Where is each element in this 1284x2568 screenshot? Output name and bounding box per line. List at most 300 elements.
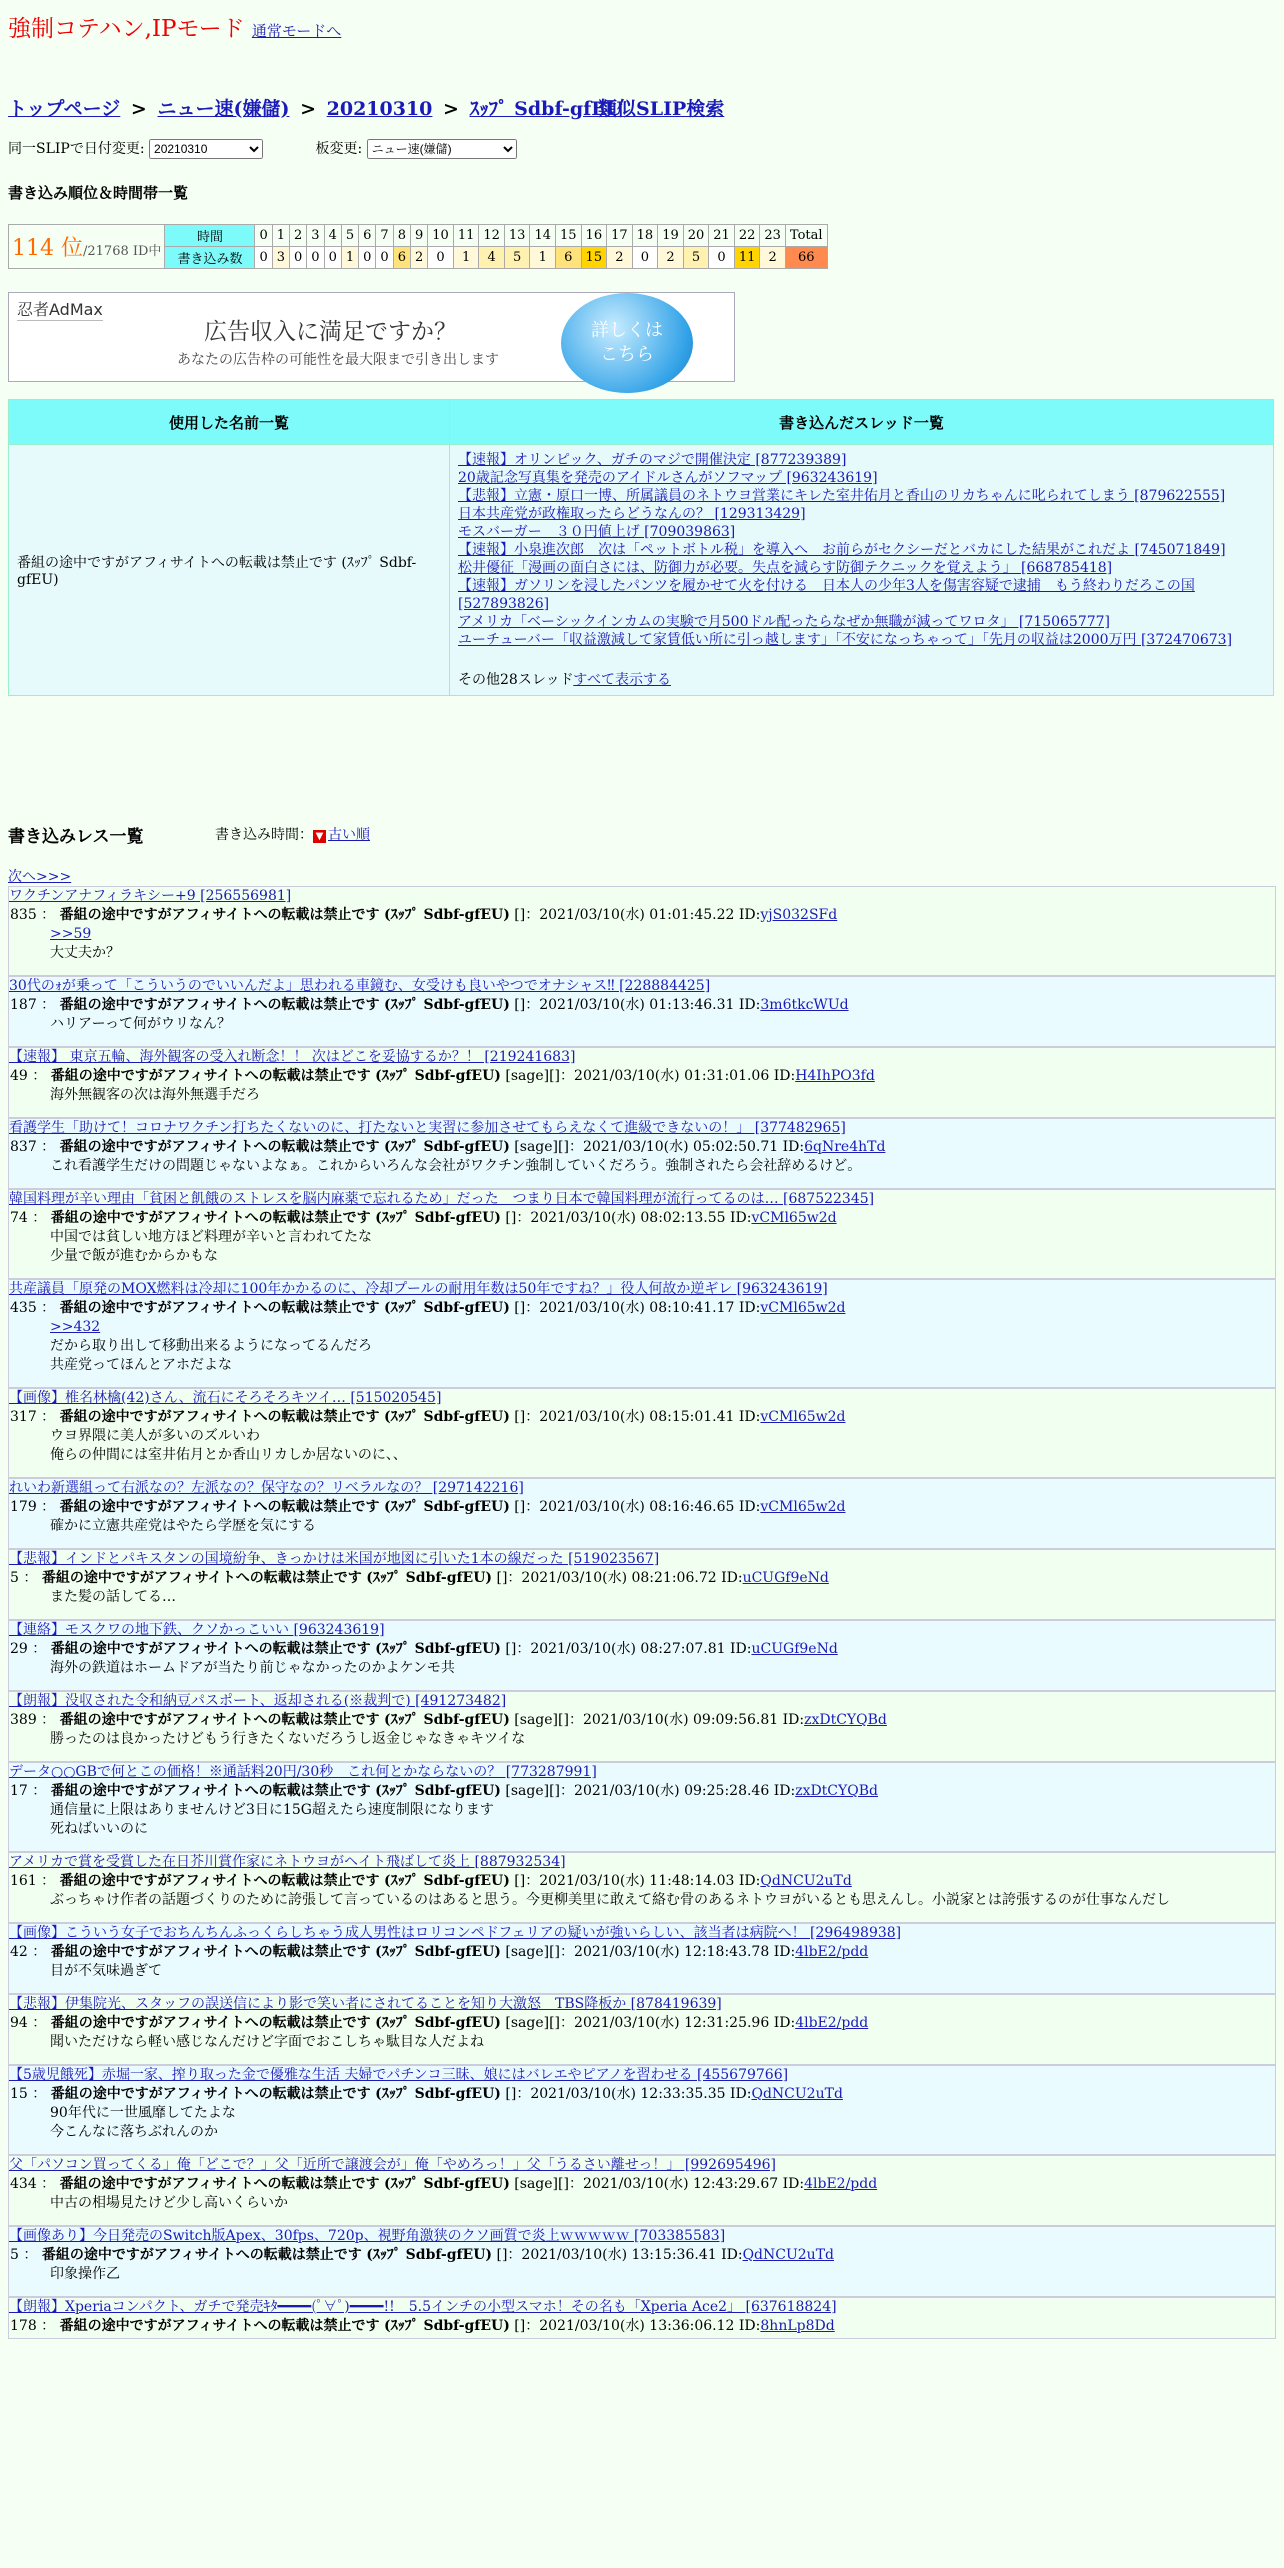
breadcrumb-sep: >: [443, 98, 459, 120]
post-body: [9, 1228, 1275, 1266]
hour-cell: 2: [290, 225, 307, 247]
post-line: 目が不気味過ぎて: [50, 1963, 162, 1979]
post-date: 2021/03/10(水) 05:02:50.71: [582, 1139, 779, 1155]
post-name: 番組の途中ですがアフィサイトへの転載は禁止です: [59, 907, 380, 923]
date-change-label: 同一SLIPで日付変更:: [8, 141, 145, 157]
board-select[interactable]: [367, 139, 517, 159]
post-meta: 29 ： 番組の途中ですがアフィサイトへの転載は禁止です (ｽｯﾌﾟ Sdbf-gfEU) []：2021/03/10(水) 08:27:07.81 ID:uCUGf9eNd: [10, 1641, 838, 1657]
post-slip: (ｽｯﾌﾟ Sdbf-gfEU): [384, 1712, 510, 1728]
page-title: 強制コテハン,IPモード: [8, 16, 245, 42]
post-name: 番組の途中ですがアフィサイトへの転載は禁止です: [59, 1873, 380, 1889]
threads-header: 書き込んだスレッド一覧: [450, 400, 1274, 445]
date-select[interactable]: [149, 139, 263, 159]
thread-link[interactable]: 松井優征「漫画の面白さには、防御力が必要。失点を減らす防御テクニックを覚えよう」 [668785418]: [458, 560, 1113, 576]
post-sep: ：: [27, 1641, 47, 1657]
post-id-prefix: ID:: [738, 997, 761, 1013]
count-cell: 0: [709, 247, 735, 269]
breadcrumb-sep: >: [130, 98, 147, 120]
count-cell: 0: [632, 247, 658, 269]
post-item: [8, 1279, 1276, 1388]
post-line: 聞いただけなら軽い感じなんだけど字面でおこしちゃ駄目な人だよね: [50, 2034, 484, 2050]
post-brackets: []: [496, 2247, 508, 2263]
post-meta: 317 ： 番組の途中ですがアフィサイトへの転載は禁止です (ｽｯﾌﾟ Sdbf-gfEU) []：2021/03/10(水) 08:15:01.41 ID:vCMl65w2d: [10, 1409, 846, 1425]
count-label: 書き込み数: [165, 247, 255, 269]
count-cell: 6: [556, 247, 582, 269]
hour-cell: 9: [410, 225, 427, 247]
post-name: 番組の途中ですがアフィサイトへの転載は禁止です: [59, 997, 380, 1013]
post-brackets: []: [558, 2176, 569, 2192]
count-cell: 3: [272, 247, 289, 269]
post-thread-link[interactable]: 【速報】 東京五輪、海外観客の受入れ断念！！ 次はどこを妥協するか？！ [219241683]: [9, 1049, 576, 1065]
post-name: 番組の途中ですがアフィサイトへの転載は禁止です: [41, 1570, 362, 1586]
post-number: 317: [10, 1409, 37, 1425]
next-page-link[interactable]: 次へ>>>: [8, 869, 72, 885]
post-name: 番組の途中ですがアフィサイトへの転載は禁止です: [50, 2086, 371, 2102]
post-meta: 837 ： 番組の途中ですがアフィサイトへの転載は禁止です (ｽｯﾌﾟ Sdbf-gfEU) [sage][]：2021/03/10(水) 05:02:50.71 ID:6qNre4hTd: [10, 1139, 886, 1155]
count-cell: 5: [504, 247, 530, 269]
sort-arrow-icon[interactable]: ▼: [313, 830, 326, 843]
post-brackets: []: [496, 1570, 508, 1586]
post-item: [8, 2226, 1276, 2297]
post-body: [9, 1588, 1275, 1607]
ad-details-button[interactable]: 詳しくは こちら: [561, 293, 693, 393]
post-thread-link[interactable]: 看護学生「助けて！コロナワクチン打ちたくないのに、打たないと実習に参加させてもらえなくて進級できないの！」 [377482965]: [9, 1120, 846, 1136]
more-threads: [458, 669, 1265, 689]
post-sep: ：: [36, 1300, 56, 1316]
breadcrumb-slip[interactable]: ｽｯﾌﾟ Sdbf-gfEU: [469, 98, 623, 120]
count-cell: 2: [760, 247, 786, 269]
post-id-link[interactable]: zxDtCYQBd: [804, 1712, 887, 1728]
post-number: 15: [10, 2086, 28, 2102]
ad-banner[interactable]: [8, 292, 735, 382]
post-body: [9, 1962, 1275, 1981]
post-thread-link[interactable]: 30代のｫが乗って「こういうのでいいんだよ」思われる車鏡む、女受けも良いやつでオナシャス‼ [228884425]: [9, 978, 711, 994]
thread-link[interactable]: ユーチューバー「収益激減して家賃低い所に引っ越します」「不安になっちゃって」「先月の収益は2000万円 [372470673]: [458, 632, 1233, 648]
thread-link[interactable]: 日本共産党が政権取ったらどうなんの？ [129313429]: [458, 506, 806, 522]
post-id-link[interactable]: 4lbE2/pdd: [804, 2176, 878, 2192]
post-body: [9, 1015, 1275, 1034]
post-line: だから取り出して移動出来るようになってるんだろ: [50, 1338, 372, 1354]
hour-cell: 15: [556, 225, 582, 247]
post-item: [8, 1620, 1276, 1691]
count-cell: 1: [341, 247, 358, 269]
post-brackets: []: [514, 1873, 526, 1889]
post-body: [9, 1427, 1275, 1465]
post-body: [9, 1517, 1275, 1536]
post-meta: 5 ： 番組の途中ですがアフィサイトへの転載は禁止です (ｽｯﾌﾟ Sdbf-gfEU) []：2021/03/10(水) 13:15:36.41 ID:QdNCU2uTd: [10, 2247, 835, 2263]
hour-cell: 11: [453, 225, 479, 247]
post-name: 番組の途中ですがアフィサイトへの転載は禁止です: [59, 2318, 380, 2334]
post-thread-link[interactable]: データ○○GBで何とこの価格！※通話料20円/30秒 これ何とかならないの？ [773287991]: [9, 1764, 597, 1780]
post-line: 中国では貧しい地方ほど料理が辛いと言われてたな: [50, 1229, 372, 1245]
post-name: 番組の途中ですがアフィサイトへの転載は禁止です: [50, 1210, 371, 1226]
post-slip: (ｽｯﾌﾟ Sdbf-gfEU): [384, 1409, 510, 1425]
post-item: [8, 1478, 1276, 1549]
post-date: 2021/03/10(水) 11:48:14.03: [539, 1873, 735, 1889]
hour-cell: 4: [324, 225, 341, 247]
post-number: 74: [10, 1210, 28, 1226]
posts-heading: 書き込みレス一覧: [8, 827, 144, 847]
count-cell: 2: [410, 247, 427, 269]
post-id-link[interactable]: 8hnLp8Dd: [760, 2318, 835, 2334]
post-date: 2021/03/10(水) 08:16:46.65: [539, 1499, 735, 1515]
hour-cell: 10: [428, 225, 454, 247]
thread-link[interactable]: モスバーガー ３０円値上げ [709039863]: [458, 524, 736, 540]
post-line: ウヨ界隈に美人が多いのズルいわ: [50, 1428, 260, 1444]
names-header: 使用した名前一覧: [9, 400, 450, 445]
post-date: 2021/03/10(水) 12:43:29.67: [582, 2176, 779, 2192]
count-cell: 1: [453, 247, 479, 269]
post-item: [8, 1852, 1276, 1923]
post-number: 94: [10, 2015, 28, 2031]
hour-cell: 22: [734, 225, 760, 247]
more-threads-text: その他28スレッド: [458, 672, 574, 688]
post-thread-link[interactable]: 共産議員「原発のMOX燃料は冷却に100年かかるのに、冷却プールの耐用年数は50年ですね？」役人何故か逆ギレ [963243619]: [9, 1281, 828, 1297]
post-meta: 179 ： 番組の途中ですがアフィサイトへの転載は禁止です (ｽｯﾌﾟ Sdbf-gfEU) []：2021/03/10(水) 08:16:46.65 ID:vCMl65w2d: [10, 1499, 846, 1515]
post-item: [8, 1118, 1276, 1189]
post-sep: ：: [27, 1068, 47, 1084]
post-date: 2021/03/10(水) 09:09:56.81: [582, 1712, 779, 1728]
post-id-prefix: ID:: [738, 2318, 761, 2334]
post-date: 2021/03/10(水) 12:31:25.96: [574, 2015, 770, 2031]
hour-cell: 1: [272, 225, 289, 247]
count-cell: 5: [683, 247, 709, 269]
post-id-link[interactable]: 4lbE2/pdd: [795, 2015, 869, 2031]
post-line: 海外の鉄道はホームドアが当たり前じゃなかったのかよケンモ共: [50, 1660, 455, 1676]
post-name: 番組の途中ですがアフィサイトへの転載は禁止です: [50, 1944, 371, 1960]
post-sep: ：: [36, 1139, 56, 1155]
post-anchor-link[interactable]: >>59: [50, 926, 92, 942]
post-brackets: []: [505, 1210, 517, 1226]
post-id-link[interactable]: 3m6tkcWUd: [760, 997, 849, 1013]
post-number: 187: [10, 997, 37, 1013]
count-cell: 11: [734, 247, 760, 269]
post-line: また髪の話してる…: [50, 1589, 176, 1605]
post-slip: (ｽｯﾌﾟ Sdbf-gfEU): [375, 1210, 501, 1226]
hour-cell: 20: [683, 225, 709, 247]
post-anchor-link[interactable]: >>432: [50, 1319, 101, 1335]
post-date: 2021/03/10(水) 01:01:45.22: [539, 907, 735, 923]
post-sep: ：: [36, 2176, 56, 2192]
post-sep: ：: [27, 1210, 47, 1226]
rank-heading: 書き込み順位＆時間帯一覧: [8, 184, 189, 202]
post-brackets: []: [549, 2015, 561, 2031]
post-id-link[interactable]: yjS032SFd: [760, 907, 838, 923]
hour-cell: 21: [709, 225, 735, 247]
post-sage: [sage]: [514, 2176, 558, 2192]
post-id-link[interactable]: zxDtCYQBd: [795, 1783, 878, 1799]
post-number: 178: [10, 2318, 37, 2334]
post-item: [8, 1189, 1276, 1279]
post-id-prefix: ID:: [773, 1068, 796, 1084]
post-id-prefix: ID:: [782, 2176, 805, 2192]
post-sep: ：: [27, 2086, 47, 2102]
thread-link[interactable]: アメリカ「ベーシックインカムの実験で月500ドル配ったらなぜか無職が減ってワロタ」 [715065777]: [458, 614, 1111, 630]
select-row: [8, 138, 565, 159]
post-sage: [sage]: [505, 1944, 550, 1960]
post-number: 42: [10, 1944, 28, 1960]
post-thread-link[interactable]: 【画像あり】今日発売のSwitch版Apex、30fps、720p、視野角激狭のクソ画質で炎上ｗｗｗｗｗ [703385583]: [9, 2228, 726, 2244]
post-id-link[interactable]: QdNCU2uTd: [760, 1873, 852, 1889]
post-id-link[interactable]: 4lbE2/pdd: [795, 1944, 869, 1960]
post-name: 番組の途中ですがアフィサイトへの転載は禁止です: [41, 2247, 362, 2263]
thread-list: [458, 451, 1265, 649]
hour-cell: 17: [607, 225, 633, 247]
count-cell: 6: [393, 247, 410, 269]
post-meta: 835 ： 番組の途中ですがアフィサイトへの転載は禁止です (ｽｯﾌﾟ Sdbf-gfEU) []：2021/03/10(水) 01:01:45.22 ID:yjS032SFd: [10, 907, 838, 923]
post-body: [9, 2265, 1275, 2284]
post-sep: ：: [18, 1570, 38, 1586]
ad-headline: 広告収入に満足ですか？: [204, 319, 457, 345]
post-name: 番組の途中ですがアフィサイトへの転載は禁止です: [50, 2015, 371, 2031]
post-thread-link[interactable]: 韓国料理が辛い理由「貧困と飢餓のストレスを脳内麻薬で忘れるため」だった つまり日本で韓国料理が流行ってるのは… [687522345]: [9, 1191, 875, 1207]
post-line: これ看護学生だけの問題じゃないよなぁ。これからいろんな会社がワクチン強制していくだろう。強制されたら会社辞めるけど。: [50, 1158, 862, 1174]
count-cell: 0: [428, 247, 454, 269]
post-thread-link[interactable]: 【悲報】インドとパキスタンの国境紛争、きっかけは米国が地図に引いた1本の線だった [519023567]: [9, 1551, 660, 1567]
post-thread-link[interactable]: 【連絡】モスクワの地下鉄、クソかっこいい [963243619]: [9, 1622, 385, 1638]
post-body: [9, 2104, 1275, 2142]
similar-slip-search-link[interactable]: 類似SLIP検索: [598, 98, 725, 120]
post-id-link[interactable]: 6qNre4hTd: [804, 1139, 886, 1155]
post-line: 海外無観客の次は海外無選手だろ: [50, 1087, 260, 1103]
post-date: 2021/03/10(水) 12:33:35.35: [530, 2086, 726, 2102]
post-brackets: []: [558, 1712, 569, 1728]
breadcrumb-board[interactable]: ニュー速(嫌儲): [157, 98, 290, 120]
rank-table-wrap: [8, 224, 828, 269]
post-thread-link[interactable]: 【悲報】伊集院光、スタッフの誤送信により影で笑い者にされてることを知り大激怒 TBS降板か [878419639]: [9, 1996, 722, 2012]
post-line: 俺らの仲間には室井佑月とか香山リカしか居ないのに、、: [50, 1447, 407, 1463]
post-thread-link[interactable]: 【朗報】Xperiaコンパクト、ガチで発売ｷﾀ━━━━(ﾟ∀ﾟ)━━━━!! 5.5インチの小型スマホ！その名も「Xperia Ace2」 [637618824]: [9, 2299, 837, 2315]
hour-cell: 0: [255, 225, 272, 247]
thread-link[interactable]: 20歳記念写真集を発売のアイドルさんがソフマップ [963243619]: [458, 470, 878, 486]
post-meta: 42 ： 番組の途中ですがアフィサイトへの転載は禁止です (ｽｯﾌﾟ Sdbf-gfEU) [sage][]：2021/03/10(水) 12:18:43.78 ID:4lbE2/pdd: [10, 1944, 869, 1960]
post-sage: [sage]: [505, 2015, 550, 2031]
post-brackets: []: [514, 1499, 526, 1515]
post-sep: ：: [36, 1712, 56, 1728]
normal-mode-link[interactable]: 通常モードへ: [251, 22, 342, 40]
post-line: ぶっちゃけ作者の話題づくりのために誇張して言っているのはあると思う。今更柳美里に敢えて絡む骨のあるネトウヨがいるとも思えんし。小説家とは誇張するのが仕事なんだし: [50, 1892, 1170, 1908]
post-number: 5: [10, 2247, 19, 2263]
post-item: [8, 1047, 1276, 1118]
post-id-prefix: ID:: [738, 1409, 761, 1425]
post-name: 番組の途中ですがアフィサイトへの転載は禁止です: [50, 1783, 371, 1799]
breadcrumb-top[interactable]: トップページ: [8, 98, 121, 120]
count-cell: 2: [607, 247, 633, 269]
post-id-prefix: ID:: [738, 1873, 761, 1889]
post-id-link[interactable]: vCMl65w2d: [760, 1409, 846, 1425]
post-date: 2021/03/10(水) 12:18:43.78: [574, 1944, 770, 1960]
post-body: [9, 1659, 1275, 1678]
post-slip: (ｽｯﾌﾟ Sdbf-gfEU): [375, 2015, 501, 2031]
post-brackets: []: [514, 2318, 526, 2334]
post-number: 435: [10, 1300, 37, 1316]
post-thread-link[interactable]: 【画像】椎名林檎(42)さん、流石にそろそろキツイ… [515020545]: [9, 1390, 442, 1406]
post-body: [9, 1891, 1275, 1910]
post-meta: 94 ： 番組の途中ですがアフィサイトへの転載は禁止です (ｽｯﾌﾟ Sdbf-gfEU) [sage][]：2021/03/10(水) 12:31:25.96 ID:4lbE2/pdd: [10, 2015, 869, 2031]
count-cell: 2: [658, 247, 684, 269]
post-date: 2021/03/10(水) 08:21:06.72: [521, 1570, 717, 1586]
post-line: 中古の相場見たけど少し高いくらいか: [50, 2195, 288, 2211]
post-thread-link[interactable]: 【画像】こういう女子でおちんちんふっくらしちゃう成人男性はロリコンペドフェリアの疑いが強いらしい、該当者は病院へ！ [296498938]: [9, 1925, 902, 1941]
post-brackets: []: [514, 1300, 526, 1316]
post-date: 2021/03/10(水) 09:25:28.46: [574, 1783, 770, 1799]
post-meta: 434 ： 番組の途中ですがアフィサイトへの転載は禁止です (ｽｯﾌﾟ Sdbf-gfEU) [sage][]：2021/03/10(水) 12:43:29.67 ID:4lbE2/pdd: [10, 2176, 878, 2192]
post-sage: [sage]: [505, 1068, 550, 1084]
post-slip: (ｽｯﾌﾟ Sdbf-gfEU): [384, 1499, 510, 1515]
post-slip: (ｽｯﾌﾟ Sdbf-gfEU): [375, 1641, 501, 1657]
post-item: [8, 2155, 1276, 2226]
breadcrumb-date[interactable]: 20210310: [326, 98, 433, 120]
count-cell: 15: [581, 247, 607, 269]
post-id-prefix: ID:: [738, 1499, 761, 1515]
total-label: Total: [785, 225, 827, 247]
post-brackets: []: [549, 1944, 561, 1960]
post-sep: ：: [36, 2318, 56, 2334]
post-item: [8, 1923, 1276, 1994]
post-meta: 17 ： 番組の途中ですがアフィサイトへの転載は禁止です (ｽｯﾌﾟ Sdbf-gfEU) [sage][]：2021/03/10(水) 09:25:28.46 ID:zxDtCYQBd: [10, 1783, 878, 1799]
post-sage: [sage]: [514, 1139, 558, 1155]
post-id-link[interactable]: vCMl65w2d: [760, 1499, 846, 1515]
post-meta: 187 ： 番組の途中ですがアフィサイトへの転載は禁止です (ｽｯﾌﾟ Sdbf-gfEU) []：2021/03/10(水) 01:13:46.31 ID:3m6tkcWUd: [10, 997, 849, 1013]
thread-link[interactable]: 【速報】ガソリンを浸したパンツを履かせて火を付ける 日本人の少年3人を傷害容疑で逮捕 もう終わりだろこの国 [527893826]: [458, 578, 1195, 612]
count-cell: 0: [290, 247, 307, 269]
post-name: 番組の途中ですがアフィサイトへの転載は禁止です: [50, 1068, 371, 1084]
post-body: [9, 2033, 1275, 2052]
post-id-link[interactable]: QdNCU2uTd: [742, 2247, 835, 2263]
post-id-prefix: ID:: [730, 1641, 752, 1657]
post-slip: (ｽｯﾌﾟ Sdbf-gfEU): [375, 1068, 501, 1084]
thread-link[interactable]: 【悲報】立憲・原口一博、所属議員のネトウヨ営業にキレた室井佑月と香山のリカちゃんに叱られてしまう￼ [879622555]: [458, 488, 1226, 504]
post-slip: (ｽｯﾌﾟ Sdbf-gfEU): [384, 907, 510, 923]
post-line: 死ねばいいのに: [50, 1821, 148, 1837]
breadcrumb-sep: >: [300, 98, 316, 120]
sort-order: [215, 824, 370, 844]
post-id-link[interactable]: vCMl65w2d: [760, 1300, 846, 1316]
post-list: [8, 886, 1276, 2339]
post-sep: ：: [27, 2015, 47, 2031]
board-change-label: 板変更:: [315, 141, 363, 157]
hour-cell: 6: [359, 225, 376, 247]
post-thread-link[interactable]: れいわ新選組って右派なの？左派なの？保守なの？リベラルなの？ [297142216]: [9, 1480, 524, 1496]
post-line: ハリアーって何がウリなん？￼: [50, 1016, 232, 1032]
post-brackets: []: [549, 1783, 561, 1799]
post-name: 番組の途中ですがアフィサイトへの転載は禁止です: [59, 1499, 380, 1515]
post-item: [8, 1549, 1276, 1620]
post-meta: 389 ： 番組の途中ですがアフィサイトへの転載は禁止です (ｽｯﾌﾟ Sdbf-gfEU) [sage][]：2021/03/10(水) 09:09:56.81 ID:zxDtCYQBd: [10, 1712, 887, 1728]
post-sep: ：: [36, 1499, 56, 1515]
post-brackets: []: [514, 907, 526, 923]
post-thread-link[interactable]: 【5歳児餓死】赤堀一家、搾り取った金で優雅な生活 夫婦でパチンコ三昧、娘にはバレエやピアノを習わせる [455679766]: [9, 2067, 789, 2083]
post-id-link[interactable]: QdNCU2uTd: [751, 2086, 843, 2102]
post-line: 勝ったのは良かったけどもう行きたくないだろうし返金じゃなきゃキツイな: [50, 1731, 526, 1747]
post-thread-link[interactable]: アメリカで賞を受賞した在日芥川賞作家にネトウヨがヘイト飛ばして炎上 [887932534]: [9, 1854, 566, 1870]
names-threads-table: [8, 399, 1274, 696]
post-number: 837: [10, 1139, 37, 1155]
post-sep: ：: [36, 907, 56, 923]
post-line: 確かに立憲共産党はやたら学歴を気にする: [50, 1518, 316, 1534]
post-slip: (ｽｯﾌﾟ Sdbf-gfEU): [384, 1139, 510, 1155]
post-id-link[interactable]: uCUGf9eNd: [751, 1641, 838, 1657]
post-slip: (ｽｯﾌﾟ Sdbf-gfEU): [366, 2247, 493, 2263]
post-body: [9, 1801, 1275, 1839]
thread-link[interactable]: 【速報】オリンピック、ガチのマジで開催決定 [877239389]: [458, 452, 847, 468]
post-item: [8, 2065, 1276, 2155]
hour-cell: 3: [307, 225, 324, 247]
post-body: [9, 1086, 1275, 1105]
thread-link[interactable]: 【速報】小泉進次郎 次は「ペットボトル税」を導入へ お前らがセクシーだとバカにした結果がこれだよ [745071849]: [458, 542, 1226, 558]
post-number: 17: [10, 1783, 28, 1799]
post-id-prefix: ID:: [782, 1712, 805, 1728]
post-id-link[interactable]: H4IhPO3fd: [795, 1068, 875, 1084]
post-body: [9, 2194, 1275, 2213]
name-cell: 番組の途中ですがアフィサイトへの転載は禁止です (ｽｯﾌﾟ Sdbf-gfEU): [9, 445, 450, 696]
post-sep: ：: [27, 1783, 47, 1799]
post-id-prefix: ID:: [773, 1783, 796, 1799]
post-date: 2021/03/10(水) 08:02:13.55: [530, 1210, 726, 1226]
post-name: 番組の途中ですがアフィサイトへの転載は禁止です: [59, 1300, 380, 1316]
hour-cell: 7: [376, 225, 393, 247]
post-id-link[interactable]: uCUGf9eNd: [742, 1570, 829, 1586]
post-thread-link[interactable]: 【朗報】没収された令和納豆パスポート、返却される(※裁判で) [491273482]: [9, 1693, 507, 1709]
post-name: 番組の途中ですがアフィサイトへの転載は禁止です: [59, 1712, 380, 1728]
post-item: [8, 1388, 1276, 1478]
post-body: [9, 1157, 1275, 1176]
post-brackets: []: [514, 1409, 526, 1425]
post-meta: 5 ： 番組の途中ですがアフィサイトへの転載は禁止です (ｽｯﾌﾟ Sdbf-gfEU) []：2021/03/10(水) 08:21:06.72 ID:uCUGf9eNd: [10, 1570, 829, 1586]
post-number: 389: [10, 1712, 37, 1728]
hour-cell: 16: [581, 225, 607, 247]
post-brackets: []: [505, 2086, 517, 2102]
post-id-link[interactable]: vCMl65w2d: [751, 1210, 837, 1226]
post-item: [8, 1994, 1276, 2065]
sort-label: 書き込み時間：: [215, 827, 313, 843]
sort-oldest-link[interactable]: 古い順: [328, 827, 370, 843]
post-brackets: []: [514, 997, 526, 1013]
post-thread-link[interactable]: 父「パソコン買ってくる」俺「どこで？」父「近所で譲渡会が」俺「やめろっ！」父「うるさい離せっ！」 [992695496]: [9, 2157, 776, 2173]
post-meta: 161 ： 番組の途中ですがアフィサイトへの転載は禁止です (ｽｯﾌﾟ Sdbf-gfEU) []：2021/03/10(水) 11:48:14.03 ID:QdNCU2uTd: [10, 1873, 852, 1889]
post-item: [8, 1691, 1276, 1762]
post-id-prefix: ID:: [738, 907, 761, 923]
count-cell: 1: [530, 247, 556, 269]
post-meta: 178 ： 番組の途中ですがアフィサイトへの転載は禁止です (ｽｯﾌﾟ Sdbf-gfEU) []：2021/03/10(水) 13:36:06.12 ID:8hnLp8Dd: [10, 2318, 835, 2334]
post-meta: 49 ： 番組の途中ですがアフィサイトへの転載は禁止です (ｽｯﾌﾟ Sdbf-gfEU) [sage][]：2021/03/10(水) 01:31:01.06 ID:H4IhPO3fd: [10, 1068, 875, 1084]
post-slip: (ｽｯﾌﾟ Sdbf-gfEU): [375, 2086, 501, 2102]
post-brackets: []: [549, 1068, 561, 1084]
post-id-prefix: ID:: [721, 1570, 743, 1586]
count-cell: 4: [479, 247, 505, 269]
post-line: 通信量に上限はありませんけど3日に15G超えたら速度制限になります: [50, 1802, 494, 1818]
show-all-link[interactable]: すべて表示する: [573, 672, 671, 688]
post-slip: (ｽｯﾌﾟ Sdbf-gfEU): [366, 1570, 493, 1586]
post-line: 少量で飯が進むからかもな: [50, 1248, 218, 1264]
hour-cell: 12: [479, 225, 505, 247]
rank-cell: [9, 225, 165, 269]
hour-cell: 8: [393, 225, 410, 247]
post-item: [8, 2297, 1276, 2339]
count-cell: 0: [255, 247, 272, 269]
rank-table: [8, 224, 828, 269]
post-id-prefix: ID:: [773, 1944, 796, 1960]
post-id-prefix: ID:: [782, 1139, 805, 1155]
post-thread-link[interactable]: ワクチンアナフィラキシー+9 [256556981]: [9, 888, 292, 904]
post-sep: ：: [36, 997, 56, 1013]
post-id-prefix: ID:: [730, 2086, 752, 2102]
post-sage: [sage]: [505, 1783, 550, 1799]
post-date: 2021/03/10(水) 13:36:06.12: [539, 2318, 735, 2334]
post-sep: ：: [36, 1873, 56, 1889]
post-meta: 74 ： 番組の途中ですがアフィサイトへの転載は禁止です (ｽｯﾌﾟ Sdbf-gfEU) []：2021/03/10(水) 08:02:13.55 ID:vCMl65w2d: [10, 1210, 837, 1226]
post-line: 90年代に一世風靡してたよな: [50, 2105, 236, 2121]
